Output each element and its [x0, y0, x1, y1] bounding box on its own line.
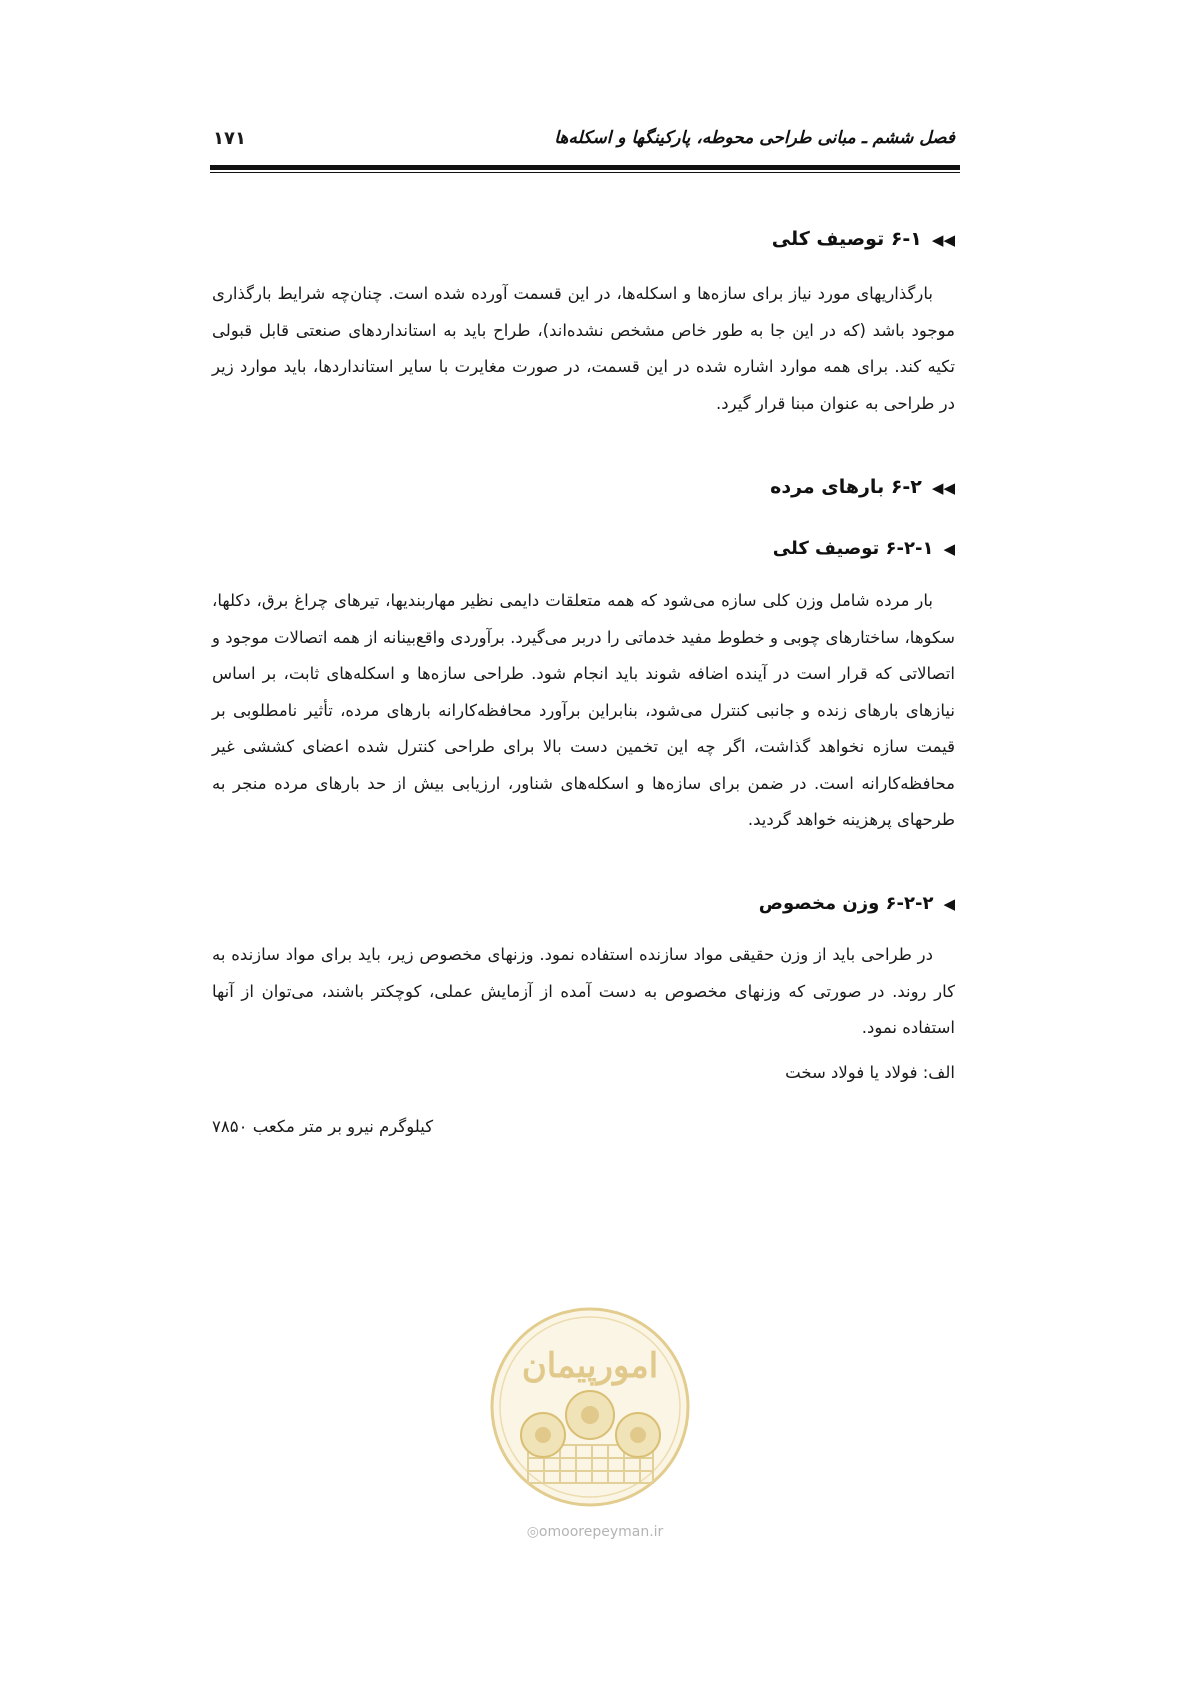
section-heading-6-2-2	[759, 893, 955, 914]
arrow-icon: ◀	[943, 540, 955, 558]
section-heading-text: ۶-۲-۲ وزن مخصوص	[758, 893, 934, 914]
svg-text:امورپیمان: امورپیمان	[521, 1346, 659, 1386]
paragraph-6-2-2	[212, 937, 955, 1047]
header-rule-thin	[210, 172, 960, 173]
paragraph-6-2-1	[212, 583, 955, 839]
paragraph-text: بارگذاریهای مورد نیاز برای سازه‌ها و اسکله‌ها، در این قسمت آورده شده است. چنان‌چه شرایط بارگذاری موجود باشد (که در این جا به طور خاص مشخص نشده‌اند)، طراح باید به استانداردهای صنعتی قابل قبولی تکیه کند. برای همه موارد اشاره شده در این قسمت، در صورت مغایرت با سایر استانداردها، باید موارد زیر در طراحی به عنوان مبنا قرار گیرد.	[212, 284, 955, 413]
paragraph-text: بار مرده شامل وزن کلی سازه می‌شود که همه متعلقات دایمی نظیر مهاربندیها، تیرهای چراغ برق، دکلها، سکوها، ساختارهای چوبی و خطوط مفید خدماتی را دربر می‌گیرد. برآوردی واقع‌بینانه از همه اتصالات موجود و اتصالاتی که قرار است در آینده اضافه شوند باید انجام شود. طراحی سازه‌ها و اسکله‌های ثابت، بر اساس نیازهای بارهای زنده و جانبی کنترل می‌شود، بنابراین برآورد محافظه‌کارانه بارهای مرده، تأثیر نامطلوبی بر قیمت سازه نخواهد گذاشت، اگر چه این تخمین دست بالا برای طراحی کنترل شده اعضای کششی غیر محافظه‌کارانه است. در ضمن برای سازه‌ها و اسکله‌های شناور، ارزیابی بیش از حد بارهای مرده منجر به طرحهای پرهزینه خواهد گردید.	[212, 591, 955, 829]
section-heading-6-1	[772, 228, 955, 250]
section-heading-6-2	[770, 476, 955, 498]
double-arrow-icon: ◀◀	[931, 479, 955, 497]
watermark-logo-icon	[488, 1305, 693, 1510]
section-heading-text: ۶-۲ بارهای مرده	[770, 476, 922, 498]
section-heading-text: ۶-۲-۱ توصیف کلی	[772, 538, 934, 559]
section-heading-6-2-1	[773, 538, 955, 559]
watermark-url: ◎omoorepeyman.ir	[526, 1524, 664, 1540]
section-heading-text: ۶-۱ توصیف کلی	[771, 228, 922, 250]
running-title: فصل ششم ـ مبانی طراحی محوطه، پارکینگها و اسکله‌ها	[554, 128, 955, 148]
header-rule-thick	[210, 165, 960, 170]
paragraph-6-1	[212, 276, 955, 422]
page-number: ۱۷۱	[213, 128, 246, 149]
double-arrow-icon: ◀◀	[931, 231, 955, 249]
arrow-icon: ◀	[943, 895, 955, 913]
steel-item-label: الف: فولاد یا فولاد سخت	[785, 1063, 955, 1082]
paragraph-text: در طراحی باید از وزن حقیقی مواد سازنده استفاده نمود. وزنهای مخصوص زیر، باید برای مواد سازنده به کار روند. در صورتی که وزنهای مخصوص به دست آمده از آزمایش عملی، کوچکتر باشند، می‌توان از آنها استفاده نمود.	[212, 945, 955, 1037]
steel-item-value: کیلوگرم نیرو بر متر مکعب ۷۸۵۰	[212, 1117, 434, 1136]
